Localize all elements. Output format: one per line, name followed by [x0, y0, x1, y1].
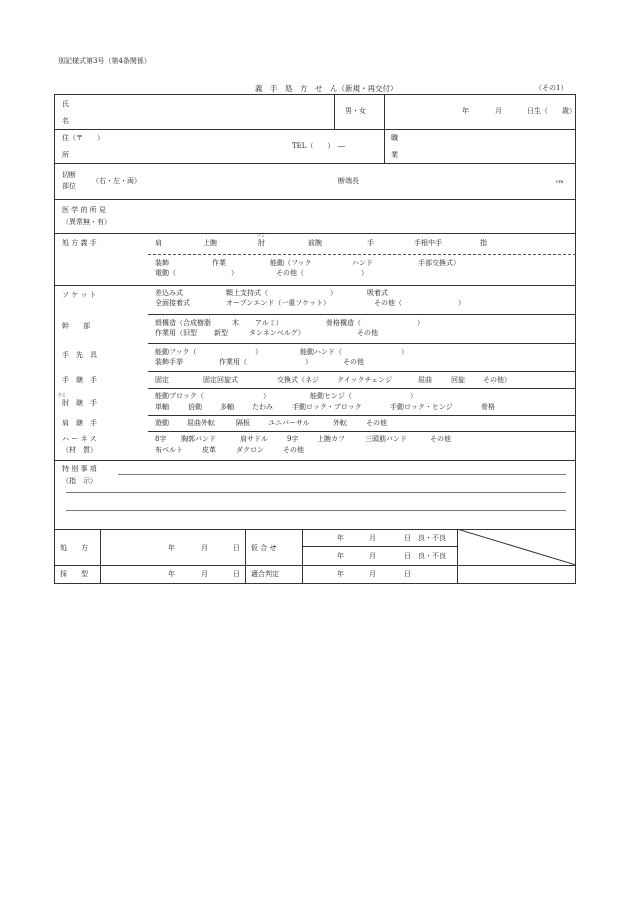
level-metacarpal[interactable]: 手根中手 — [414, 239, 442, 247]
amputation-side[interactable]: （右・左・両） — [92, 177, 141, 185]
month-label: 月 — [201, 544, 208, 552]
year-label: 年 — [337, 570, 344, 578]
paren-close: ） — [458, 299, 465, 307]
level-elbow[interactable]: 肘 — [258, 239, 265, 247]
tel-field[interactable]: TEL（ ） ― — [292, 142, 345, 150]
shoulder-abduction[interactable]: 外転 — [333, 419, 347, 427]
elbow-multi-axis[interactable]: 多軸 — [220, 403, 234, 411]
trunk-exo-resin[interactable]: 殻構造（合成樹脂 — [155, 319, 211, 327]
birth-year: 年 — [462, 107, 469, 115]
material-leather[interactable]: 皮革 — [202, 446, 216, 454]
trunk-label: 幹 部 — [62, 322, 90, 330]
paren-close: ） — [231, 269, 238, 277]
level-upper-arm[interactable]: 上腕 — [203, 239, 217, 247]
form-title: 義 手 処 方 せ ん（新規・再交付） — [255, 84, 398, 93]
fitting-label: 仮 合 せ — [251, 544, 277, 552]
harness-triceps-band[interactable]: 三頭筋バンド — [365, 435, 407, 443]
paren-close: ） — [330, 289, 337, 297]
wrist-fixed[interactable]: 固定 — [155, 376, 169, 384]
harness-other[interactable]: その他 — [430, 435, 451, 443]
stump-length: 断端長 — [338, 177, 359, 185]
shoulder-flex-abduct[interactable]: 屈曲外転 — [187, 419, 215, 427]
address-label: 住（〒 ） — [62, 134, 104, 142]
trunk-other[interactable]: その他 — [357, 329, 378, 337]
paren-close: ） — [305, 358, 312, 366]
wrist-joint-label: 手 継 手 — [62, 376, 97, 384]
name-label-2: 名 — [62, 117, 69, 125]
shoulder-universal[interactable]: ユニバーサル — [268, 419, 310, 427]
harness-shoulder-saddle[interactable]: 肩サドル — [240, 435, 268, 443]
year-label: 年 — [337, 552, 344, 560]
wrist-rotation-2[interactable]: 回旋 — [451, 376, 465, 384]
socket-total-contact[interactable]: 全面接着式 — [155, 299, 190, 307]
type-active-hook[interactable]: 能動（フック — [270, 259, 312, 267]
type-work[interactable]: 作業 — [212, 259, 226, 267]
diagonal-slash — [457, 529, 576, 565]
elbow-double[interactable]: 倍動 — [188, 403, 202, 411]
shoulder-joint-label: 肩 継 手 — [62, 419, 97, 427]
type-other[interactable]: その他（ — [276, 269, 304, 277]
socket-suction[interactable]: 吸着式 — [367, 289, 388, 297]
level-shoulder[interactable]: 肩 — [155, 239, 162, 247]
cm-unit: cm — [556, 179, 564, 185]
wrist-quick-change[interactable]: クイックチェンジ — [337, 376, 393, 384]
special-notes-sub: （指 示） — [62, 477, 97, 485]
terminal-device-label: 手 先 具 — [62, 351, 97, 359]
medical-findings-status[interactable]: （異常無・有） — [62, 218, 111, 226]
year-label: 年 — [168, 544, 175, 552]
note-line[interactable] — [66, 492, 566, 493]
elbow-manual-lock-hinge[interactable]: 手動ロック・ヒンジ — [390, 403, 453, 411]
harness-label: ハ ー ネ ス — [62, 435, 97, 443]
day-label: 日 — [404, 570, 411, 578]
elbow-joint-label: 肘 継 手 — [62, 399, 97, 407]
shoulder-free[interactable]: 遊動 — [155, 419, 169, 427]
harness-material-label: （材 質） — [62, 446, 97, 454]
trunk-work-new[interactable]: 新型 — [214, 329, 228, 337]
socket-label: ソ ケ ッ ト — [62, 291, 97, 299]
hand-cosmetic[interactable]: 装飾手挙 — [155, 358, 183, 366]
trunk-work-old[interactable]: 作業用（旧型 — [155, 329, 197, 337]
form-number: 別記様式第3号（第4条関係） — [58, 57, 151, 65]
prescription-label: 処 方 義 手 — [62, 239, 97, 247]
harness-figure-8[interactable]: 8字 — [155, 435, 167, 443]
year-label: 年 — [168, 570, 175, 578]
paren-close: ） — [401, 348, 408, 356]
hand-work[interactable]: 作業用（ — [219, 358, 247, 366]
wrist-exchange-screw[interactable]: 交換式（ネジ — [277, 376, 319, 384]
material-other[interactable]: その他 — [283, 446, 304, 454]
shoulder-other[interactable]: その他 — [366, 419, 387, 427]
socket-other[interactable]: その他（ — [374, 299, 402, 307]
special-notes-label: 特 別 事 項 — [62, 465, 97, 473]
trunk-tannenberg[interactable]: タンネンベルグ） — [249, 329, 305, 337]
day-label: 日 — [404, 534, 411, 542]
ruby-hiji: ひじ — [257, 232, 265, 237]
birth-month: 月 — [495, 107, 502, 115]
harness-chest-band[interactable]: 胸郭バンド — [181, 435, 216, 443]
occupation-label-2: 業 — [391, 151, 398, 159]
amputation-label-2: 部位 — [62, 182, 76, 190]
name-label: 氏 — [62, 100, 69, 108]
level-finger[interactable]: 指 — [480, 239, 487, 247]
day-label: 日 — [404, 552, 411, 560]
medical-findings-label: 医 学 的 所 見 — [62, 206, 106, 214]
paren-close: ） — [361, 269, 368, 277]
trunk-endo[interactable]: 骨格構造（ — [326, 319, 361, 327]
hand-active-hook[interactable]: 能動フック（ — [155, 348, 197, 356]
trunk-aluminum[interactable]: アルミ） — [255, 319, 283, 327]
month-label: 月 — [201, 570, 208, 578]
year-label: 年 — [337, 534, 344, 542]
wrist-flexion[interactable]: 屈曲 — [418, 376, 432, 384]
elbow-manual-lock-block[interactable]: 手動ロック・ブロック — [292, 403, 362, 411]
birth-day-age: 日生（ 歳） — [527, 107, 576, 115]
paren-close: ） — [263, 392, 270, 400]
day-label: 日 — [233, 544, 240, 552]
month-label: 月 — [369, 552, 376, 560]
trunk-wood[interactable]: 木 — [232, 319, 239, 327]
fitting-result-2[interactable]: 良・不良 — [418, 552, 446, 560]
hand-active-hand[interactable]: 能動ハンド（ — [300, 348, 342, 356]
level-forearm[interactable]: 前腕 — [308, 239, 322, 247]
elbow-flexible[interactable]: たわみ — [252, 403, 273, 411]
material-dacron[interactable]: ダクロン — [236, 446, 264, 454]
sex-field[interactable]: 男・女 — [345, 107, 366, 115]
page-indicator: （その1） — [535, 84, 568, 92]
harness-figure-9[interactable]: 9字 — [287, 435, 299, 443]
elbow-active-hinge[interactable]: 能動ヒンジ（ — [310, 392, 352, 400]
paren-close: ） — [255, 348, 262, 356]
elbow-skeletal[interactable]: 骨格 — [481, 403, 495, 411]
day-label: 日 — [233, 570, 240, 578]
material-cloth-belt[interactable]: 布ベルト — [155, 446, 183, 454]
socket-open-end[interactable]: オープンエンド（一重ソケット） — [226, 299, 330, 307]
amputation-label: 切断 — [62, 171, 76, 179]
paren-close: ） — [417, 319, 424, 327]
paren-close: ） — [410, 392, 417, 400]
type-hand[interactable]: ハンド — [352, 259, 373, 267]
hand-other[interactable]: その他 — [343, 358, 364, 366]
prescription-date-label: 処 方 — [60, 544, 88, 552]
socket-supracondylar[interactable]: 顆上支持式（ — [226, 289, 268, 297]
elbow-single-axis[interactable]: 単軸 — [155, 403, 169, 411]
socket-insert[interactable]: 差込み式 — [155, 289, 183, 297]
fitting-result-1[interactable]: 良・不良 — [418, 534, 446, 542]
harness-upper-cuff[interactable]: 上腕カフ — [317, 435, 345, 443]
month-label: 月 — [369, 534, 376, 542]
wrist-other[interactable]: その他） — [483, 376, 511, 384]
note-line[interactable] — [66, 510, 566, 511]
month-label: 月 — [369, 570, 376, 578]
address-label-2: 所 — [62, 151, 69, 159]
occupation-label: 職 — [391, 134, 398, 142]
elbow-active-block[interactable]: 能動ブロック（ — [155, 392, 204, 400]
note-line[interactable] — [118, 474, 566, 475]
wrist-rotation[interactable]: 固定回旋式 — [203, 376, 238, 384]
type-cosmetic[interactable]: 装飾 — [155, 259, 169, 267]
casting-date-label: 採 型 — [60, 570, 88, 578]
level-hand[interactable]: 手 — [367, 239, 374, 247]
type-electric[interactable]: 電動（ — [155, 269, 176, 277]
type-exchange[interactable]: 手部交換式） — [418, 259, 460, 267]
conformity-label: 適合判定 — [251, 570, 279, 578]
shoulder-bulkhead[interactable]: 隔板 — [236, 419, 250, 427]
ruby-hiji: ひじ — [58, 392, 66, 397]
